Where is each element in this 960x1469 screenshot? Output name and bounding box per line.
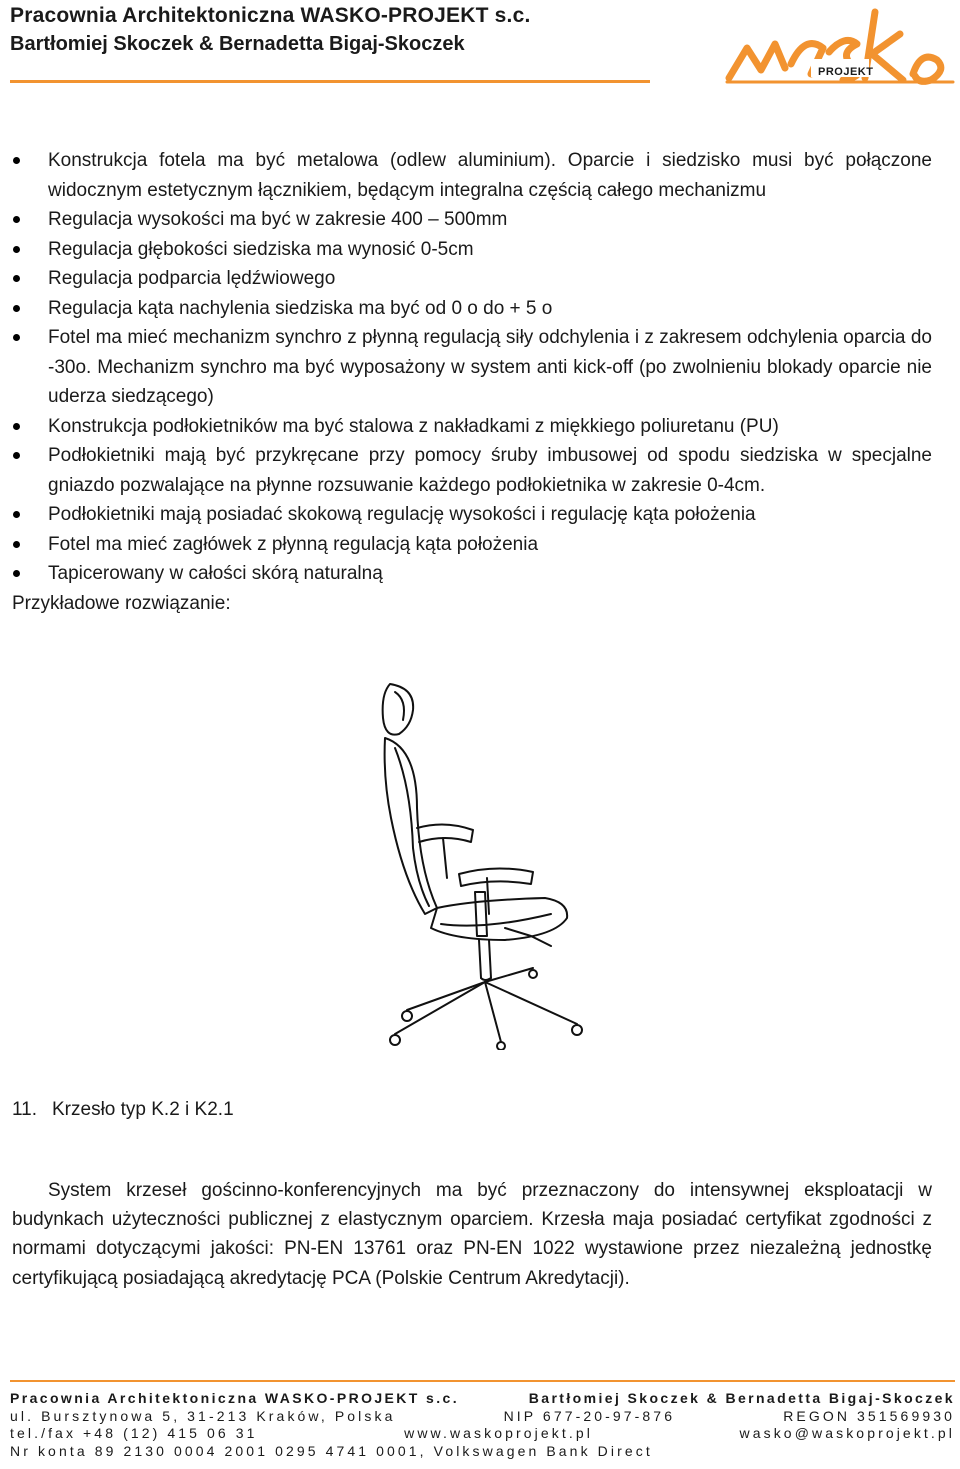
footer-regon: REGON 351569930 (783, 1407, 955, 1424)
list-item: Regulacja głębokości siedziska ma wynosić 0-5cm (12, 235, 932, 265)
logo-subtext: PROJEKT (818, 66, 874, 78)
footer-website: www.waskoprojekt.pl (404, 1425, 593, 1441)
page-footer (10, 1390, 955, 1460)
section-heading (12, 1095, 234, 1124)
list-item: Konstrukcja fotela ma być metalowa (odlew aluminium). Oparcie i siedzisko musi być połączone widocznym estetycznym łącznikiem, będącym integralna częścią całego mechanizmu (12, 146, 932, 205)
list-item: Fotel ma mieć mechanizm synchro z płynną regulacją siły odchylenia i z zakresem odchylenia oparcia do -30o. Mechanizm synchro ma być wyposażony w system anti kick-off (po zwolnieniu blokady oparcie nie uderza siedzącego) (12, 323, 932, 412)
company-name: Pracownia Architektoniczna WASKO-PROJEKT s.c. (10, 4, 531, 27)
list-item: Regulacja wysokości ma być w zakresie 400 – 500mm (12, 205, 932, 235)
footer-phone: tel./fax +48 (12) 415 06 31 (10, 1425, 258, 1441)
header-divider (10, 80, 650, 83)
page-header (0, 0, 960, 90)
list-item: Konstrukcja podłokietników ma być stalowa z nakładkami z miękkiego poliuretanu (PU) (12, 412, 932, 442)
section-paragraph: System krzeseł gościnno-konferencyjnych ma być przeznaczony do intensywnej eksploatacji w budynkach użyteczności publicznej z elastycznym oparciem. Krzesła maja posiadać certyfikat zgodności z normami dotyczącymi jakości: PN-EN 13761 oraz PN-EN 1022 wystawione przez niezależną jednostkę certyfikującą posiadającą akredytację PCA (Polskie Centrum Akredytacji). (12, 1180, 932, 1289)
footer-company: Pracownia Architektoniczna WASKO-PROJEKT s.c. (10, 1390, 460, 1406)
list-item: Podłokietniki mają być przykręcane przy pomocy śruby imbusowej od spodu siedziska w specjalne gniazdo pozwalające na płynne rozsuwanie każdego podłokietnika w zakresie 0-4cm. (12, 441, 932, 500)
footer-owners: Bartłomiej Skoczek & Bernadetta Bigaj-Skoczek (528, 1390, 955, 1406)
office-chair-illustration (355, 678, 585, 1050)
footer-email: wasko@waskoprojekt.pl (739, 1425, 955, 1441)
company-owners: Bartłomiej Skoczek & Bernadetta Bigaj-Skoczek (10, 33, 465, 55)
requirements-list (12, 146, 932, 589)
example-label: Przykładowe rozwiązanie: (12, 592, 231, 614)
list-item: Regulacja podparcia lędźwiowego (12, 264, 932, 294)
requirements-section (12, 146, 932, 618)
list-item: Regulacja kąta nachylenia siedziska ma być od 0 o do + 5 o (12, 294, 932, 324)
section-title: Krzesło typ K.2 i K2.1 (52, 1099, 234, 1120)
list-item: Tapicerowany w całości skórą naturalną (12, 559, 932, 589)
footer-nip: NIP 677-20-97-876 (503, 1407, 676, 1424)
footer-bank-account: Nr konta 89 2130 0004 2001 0295 4741 0001, Volkswagen Bank Direct (10, 1442, 653, 1459)
footer-address: ul. Bursztynowa 5, 31-213 Kraków, Polska (10, 1407, 396, 1424)
list-item: Fotel ma mieć zagłówek z płynną regulacją kąta położenia (12, 530, 932, 560)
footer-divider (10, 1380, 955, 1382)
list-item: Podłokietniki mają posiadać skokową regulację wysokości i regulację kąta położenia (12, 500, 932, 530)
section-number: 11. (12, 1099, 38, 1120)
